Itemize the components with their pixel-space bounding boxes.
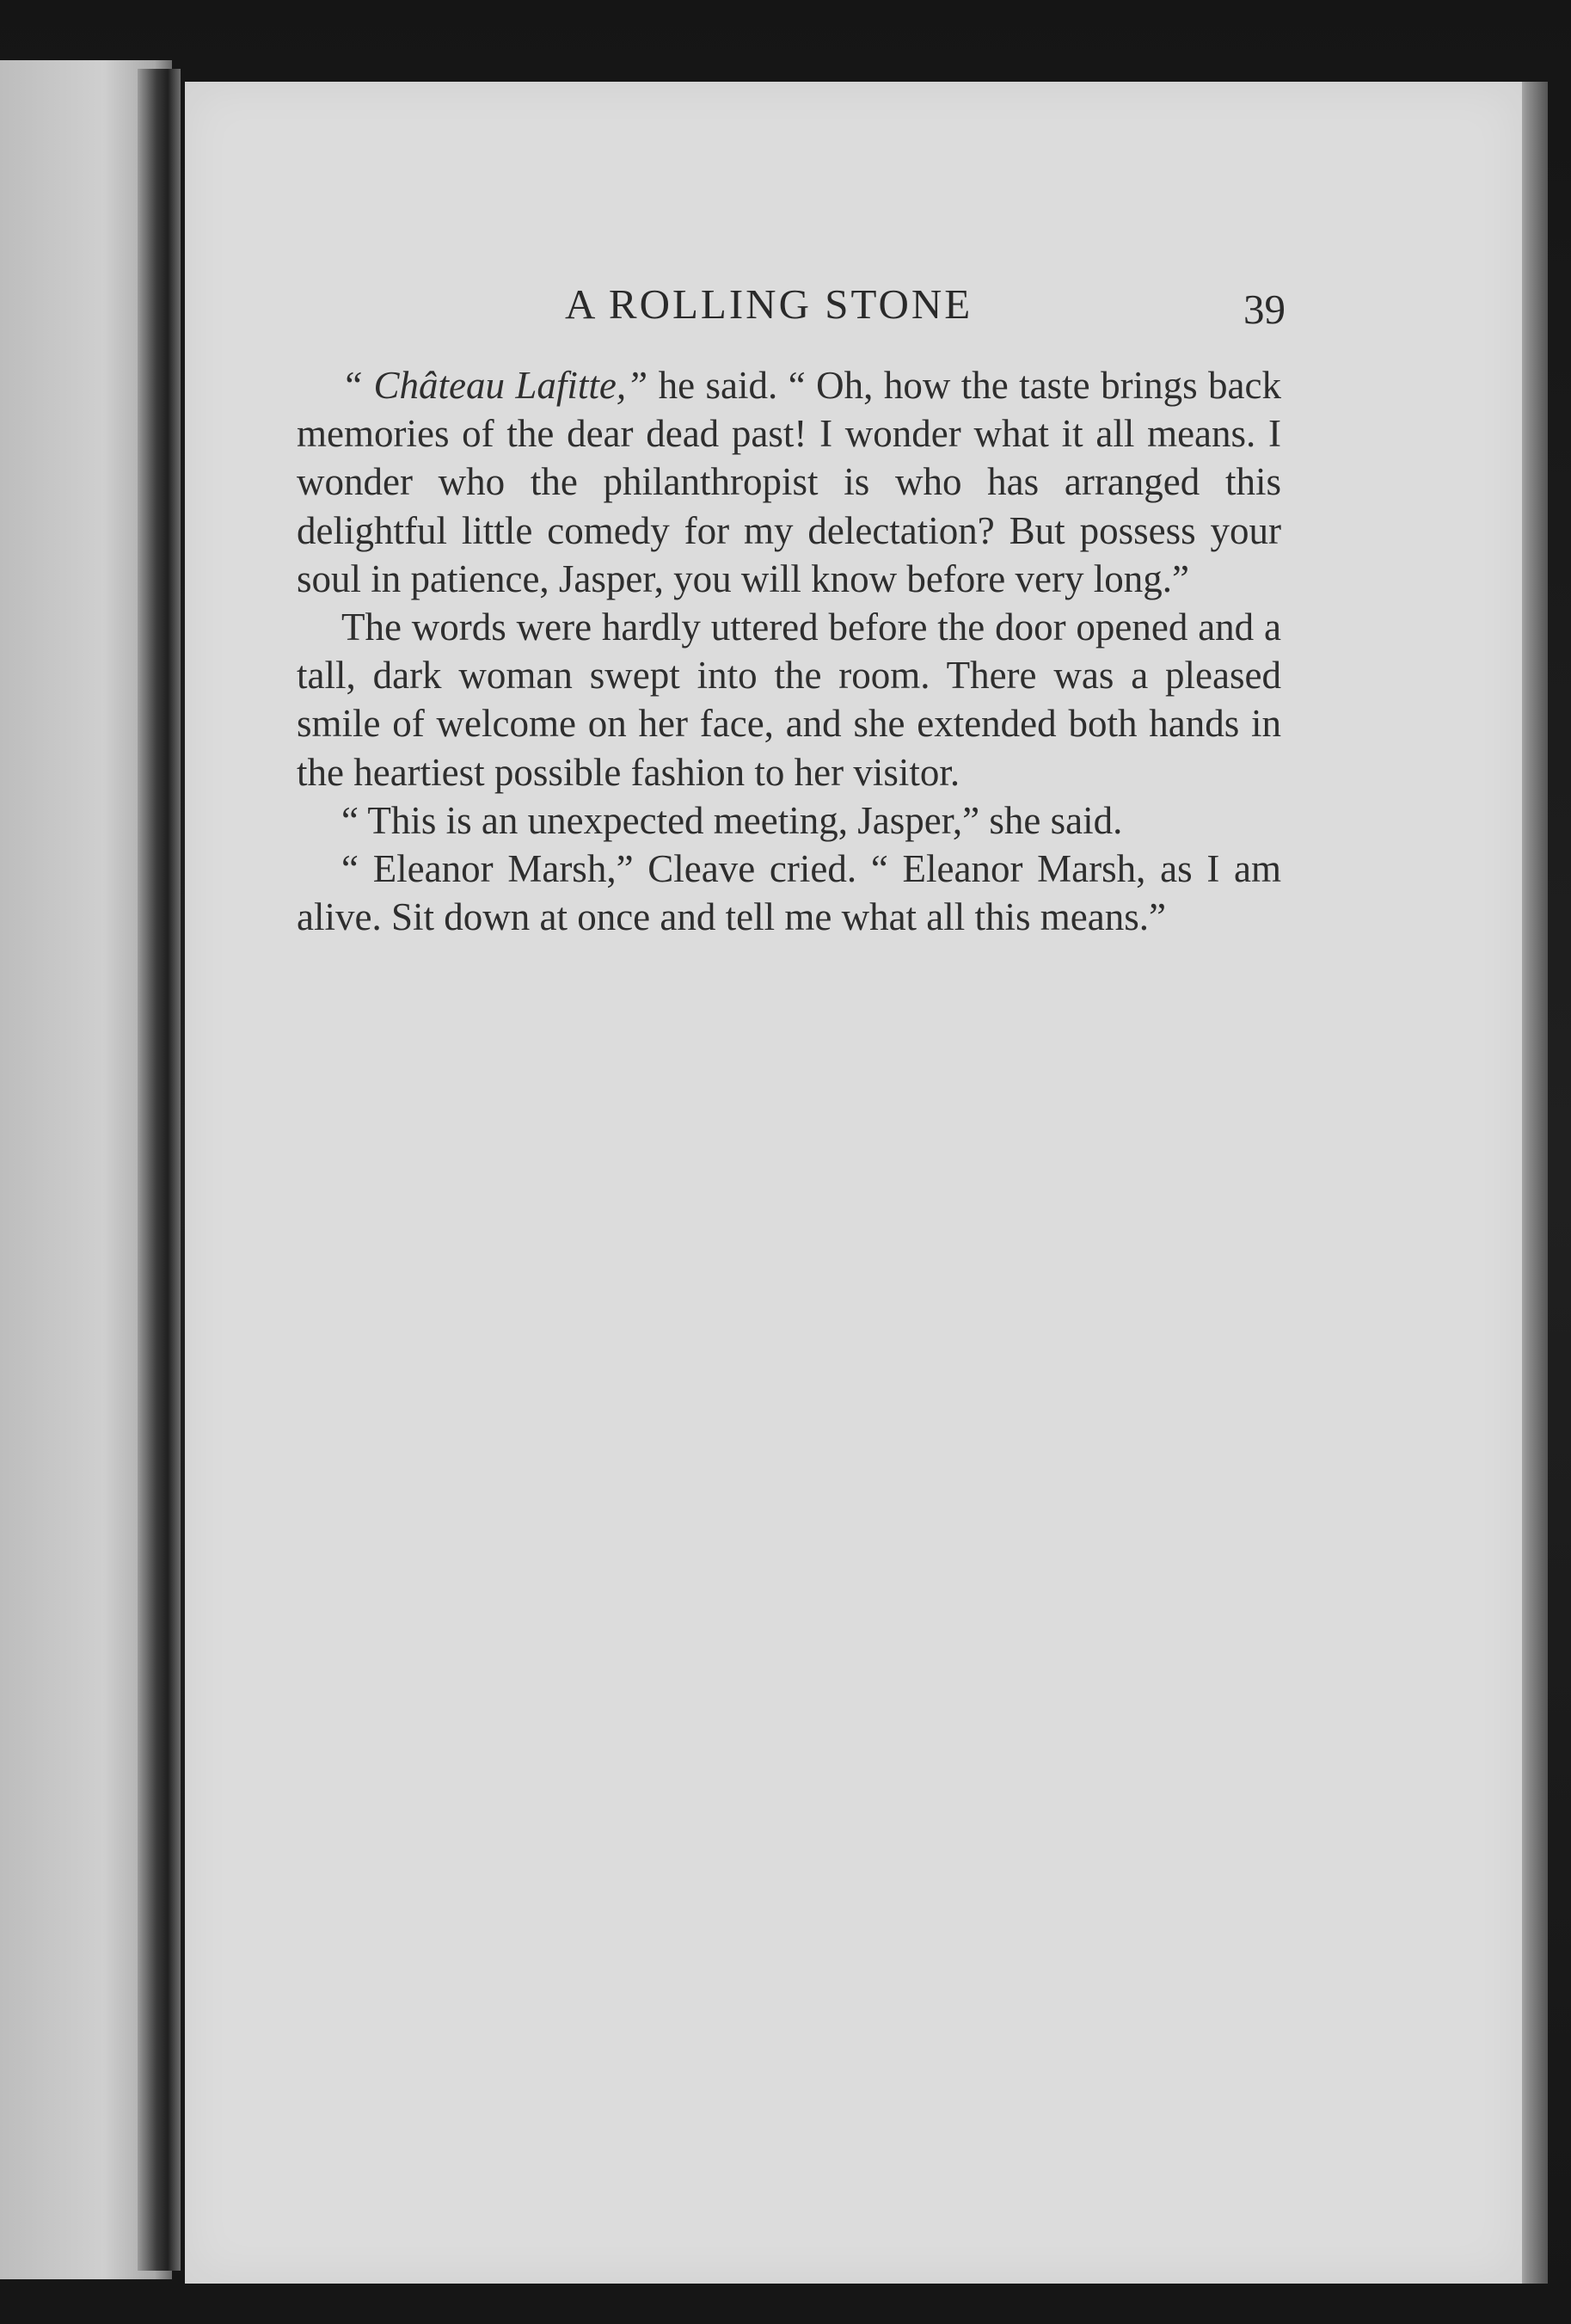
italic-wine-name: “ Château Lafitte,” bbox=[341, 364, 648, 407]
paragraph: “ This is an unexpected meeting, Jasper,” she said. bbox=[341, 798, 1123, 842]
page-header bbox=[297, 280, 1286, 348]
paragraph: “ Eleanor Marsh,” Cleave cried. “ Eleanor Marsh, as I am alive. Sit down at once and tell me what all this means.” bbox=[297, 847, 1281, 939]
running-title: A ROLLING STONE bbox=[565, 280, 973, 328]
paragraph-text: he said. “ Oh, how the taste brings back memories of the dear dead past! I wonder what it all means. I wonder who the philanthropist is who has arranged this delightful little comedy for my delectation? But possess your soul in patience, Jasper, you will know before very long.” bbox=[297, 364, 1281, 600]
body-text bbox=[297, 361, 1281, 941]
paragraph: The words were hardly uttered before the door opened and a tall, dark woman swept into the room. There was a pleased smile of welcome on her face, and she extended both hands in the heartiest possible fashion to her visitor. bbox=[297, 606, 1281, 794]
paragraph bbox=[297, 361, 1281, 603]
book-gutter bbox=[138, 69, 181, 2271]
page-number: 39 bbox=[1243, 286, 1286, 333]
